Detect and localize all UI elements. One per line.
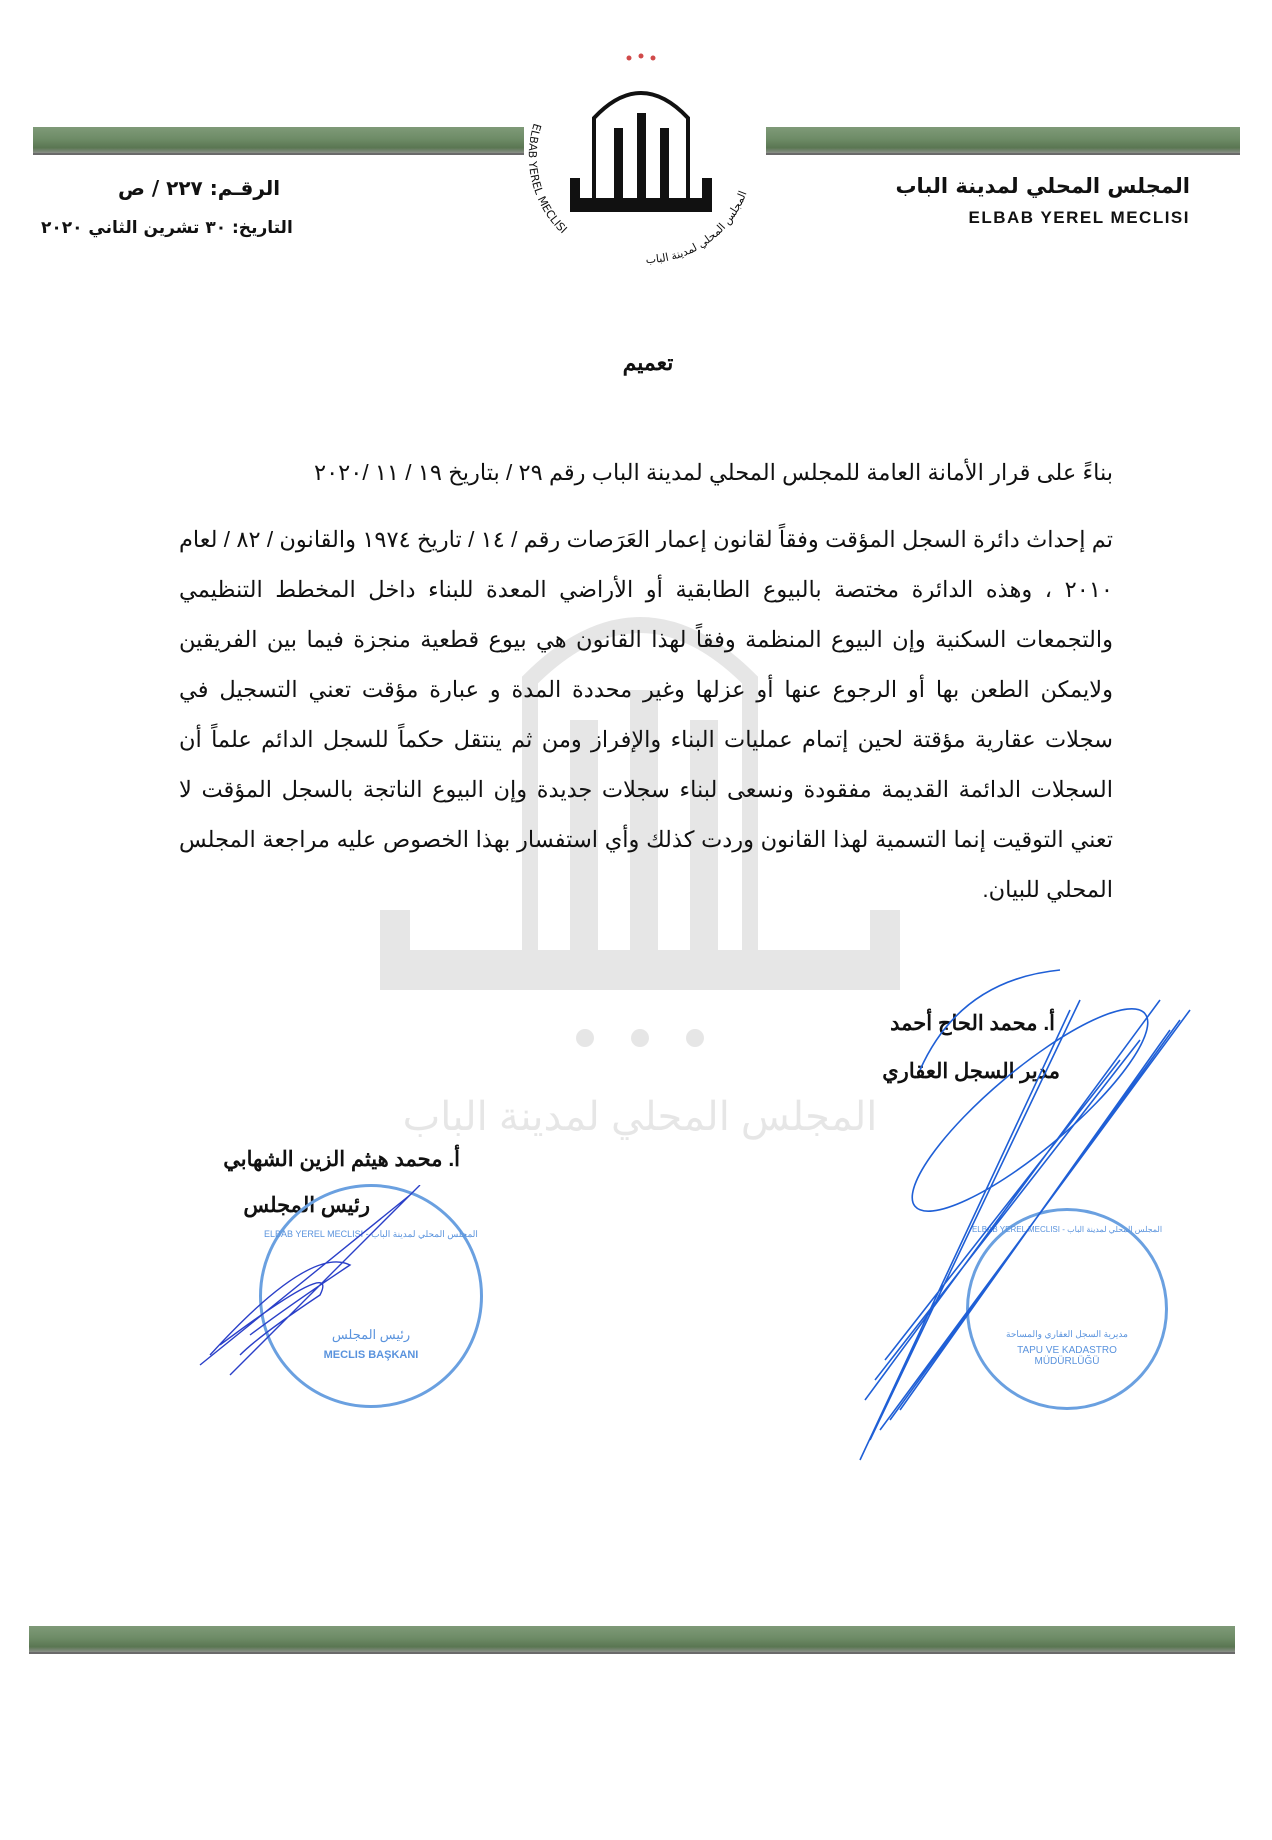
stamp-center-ar: رئيس المجلس bbox=[331, 1327, 411, 1342]
org-name-ar: المجلس المحلي لمدينة الباب bbox=[895, 174, 1190, 198]
header-bar-right bbox=[766, 127, 1240, 155]
signatory-title-registry: مدير السجل العقاري bbox=[882, 1060, 1060, 1083]
header-bar-left bbox=[33, 127, 524, 155]
reference-number: الرقـم: ٢٢٧ / ص bbox=[118, 176, 281, 200]
body-paragraph: تم إحداث دائرة السجل المؤقت وفقاً لقانون إعمار العَرَصات رقم / ١٤ / تاريخ ١٩٧٤ والقانون / ٨٢ / لعام ٢٠١٠ ، وهذه الدائرة مختصة بالبيوع الطابقية أو الأراضي المعدة للبناء داخل المخطط التنظيمي والتجمعات السكنية وإن البيوع المنظمة وفقاً لهذا القانون هي بيوع قطعية منجزة فيما بين الفريقين ولايمكن الطعن بها أو الرجوع عنها أو عزلها وغير محددة المدة و عبارة مؤقت تعني التسجيل في سجلات عقارية مؤقتة لحين إتمام عمليات البناء والإفراز ومن ثم ينتقل حكماً للسجل الدائم علماً أن السجلات الدائمة القديمة مفقودة ونسعى لبناء سجلات جديدة وإن البيوع الناتجة بالسجل المؤقت لا تعني التوقيت إنما التسمية لهذا القانون وردت كذلك وأي استفسار بهذا الخصوص عليه مراجعة المجلس المحلي للبيان. bbox=[179, 527, 1114, 902]
stamp-center-tr: MECLIS BAŞKANI bbox=[323, 1349, 419, 1361]
document-title: تعميم bbox=[622, 350, 674, 375]
stamp-center-ar: مديرية السجل العقاري والمساحة bbox=[1006, 1329, 1128, 1339]
logo-ring-tr: ELBAB YEREL MECLISI bbox=[526, 122, 570, 237]
footer-bar bbox=[29, 1626, 1235, 1654]
intro-paragraph: بناءً على قرار الأمانة العامة للمجلس المحلي لمدينة الباب رقم ٢٩ / بتاريخ ١٩ / ١١ /٢٠٢٠ bbox=[313, 460, 1113, 485]
document-date: التاريخ: ٣٠ تشرين الثاني ٢٠٢٠ bbox=[41, 218, 293, 238]
stamp-ring-text: المجلس المحلي لمدينة الباب - ELBAB YEREL MECLISI bbox=[264, 1229, 478, 1239]
watermark-text: المجلس المحلي لمدينة الباب bbox=[402, 1095, 878, 1139]
logo-ring-ar: المجلس المحلي لمدينة الباب bbox=[645, 189, 750, 267]
logo bbox=[526, 48, 756, 268]
logo-emblem-icon bbox=[526, 48, 756, 268]
signature-president bbox=[190, 1185, 450, 1385]
org-name-tr: ELBAB YEREL MECLISI bbox=[968, 208, 1190, 227]
stamp-center-tr: TAPU VE KADASTRO MÜDÜRLÜĞÜ bbox=[1017, 1345, 1117, 1367]
stamp-ring-text: المجلس المحلي لمدينة الباب - ELBAB YEREL MECLISI bbox=[971, 1225, 1163, 1234]
signatory-title-president: رئيس المجلس bbox=[243, 1194, 370, 1217]
signatory-name-registry: أ. محمد الحاج أحمد bbox=[890, 1012, 1055, 1035]
signatory-name-president: أ. محمد هيثم الزين الشهابي bbox=[223, 1148, 460, 1171]
signature-registry-director bbox=[840, 960, 1210, 1480]
svg-text:ELBAB YEREL MECLISI bbox=[526, 122, 570, 236]
